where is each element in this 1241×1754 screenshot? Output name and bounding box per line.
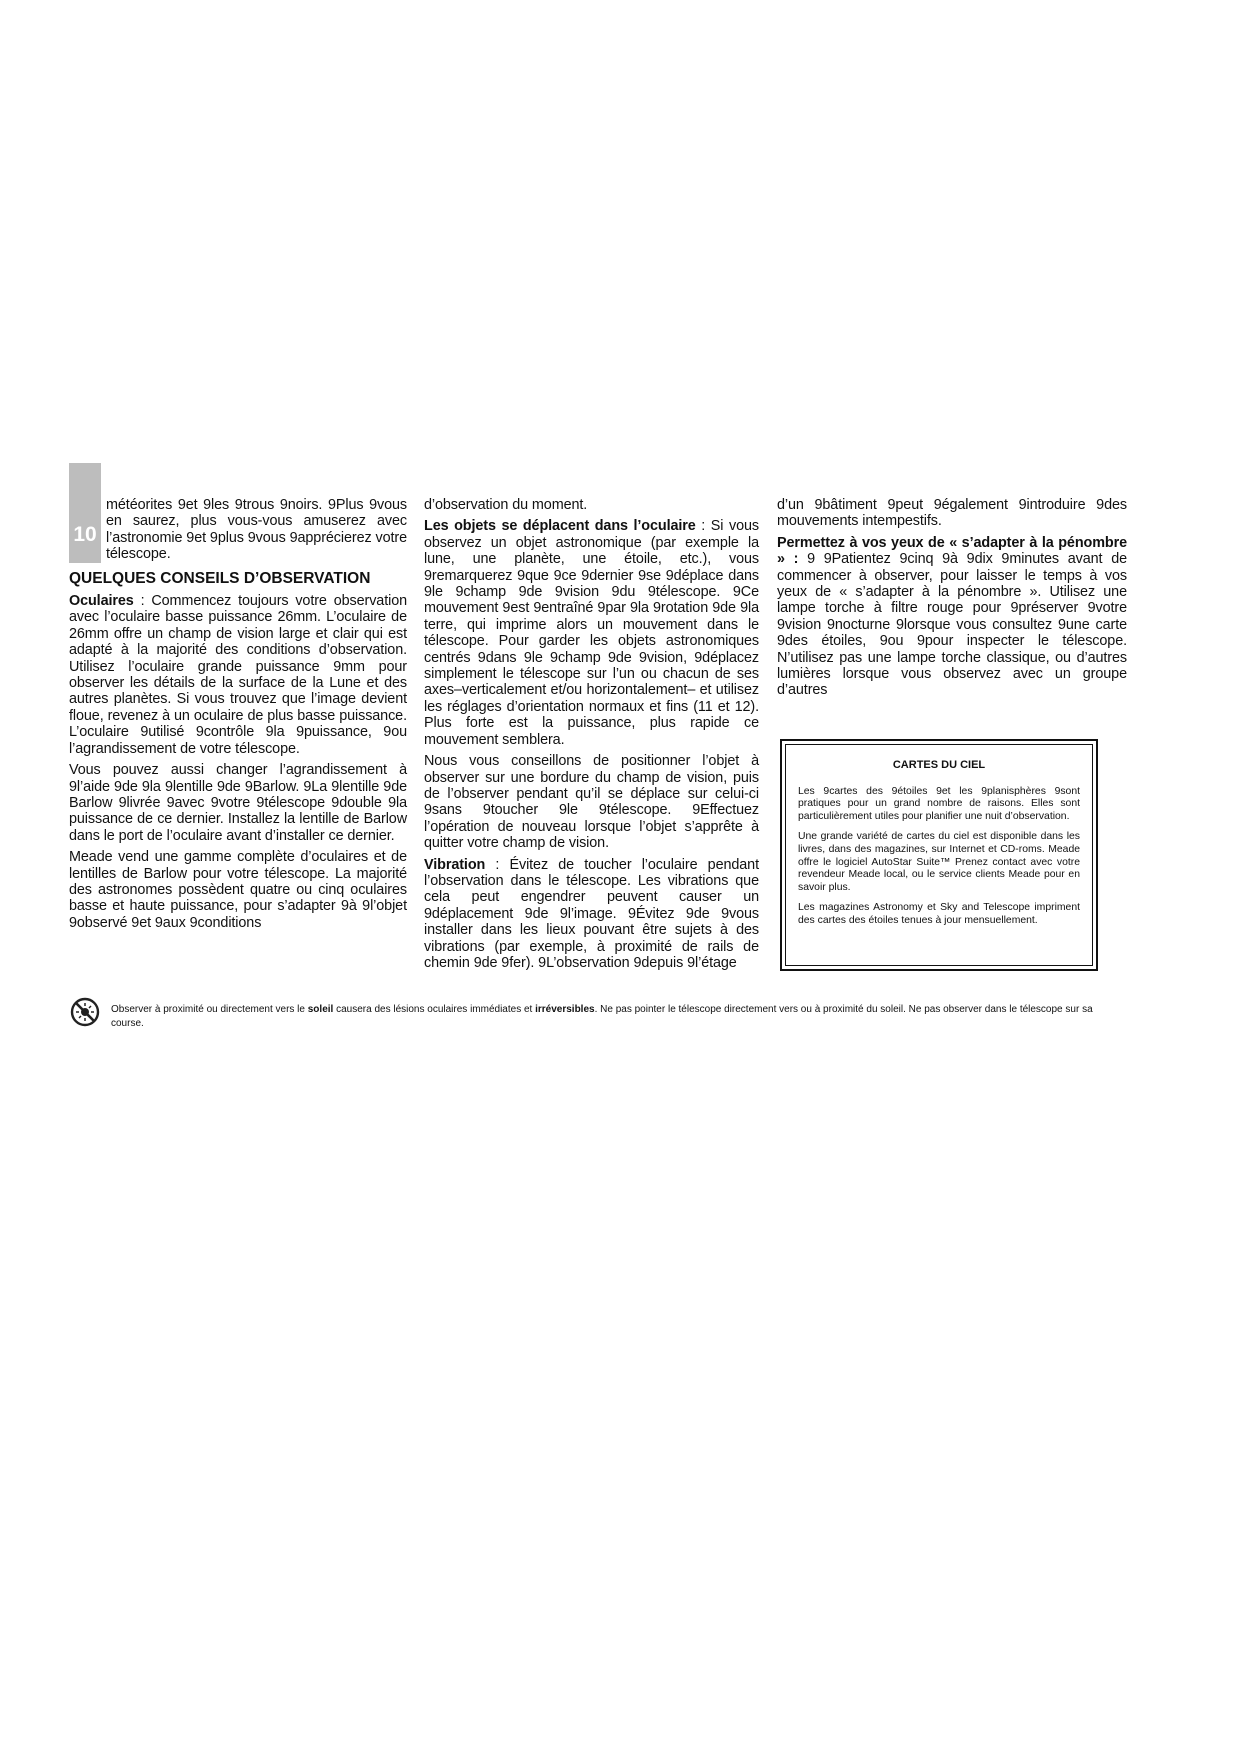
warning-highlight-irreversibles: irréversibles — [535, 1004, 595, 1015]
column-3 — [777, 497, 1127, 704]
sidebar-paragraph: Les magazines Astronomy et Sky and Telescope impriment des cartes des étoiles tenues à jour mensuellement. — [798, 902, 1080, 926]
section-title: QUELQUES CONSEILS D’OBSERVATION — [69, 569, 371, 587]
oculaires-paragraph — [69, 593, 407, 757]
oculaires-separator: : — [133, 593, 152, 610]
objets-separator: : — [695, 518, 711, 535]
conseil-paragraph: Nous vous conseillons de positionner l’objet à observer sur une bordure du champ de vision, puis de l’observer pendant qu’il se déplace sur celui-ci 9sans 9toucher 9le 9télescope. 9Effectuez l’opération de nouveau lorsque l’objet s’apprête à quitter votre champ de vision. — [424, 753, 759, 852]
warning-text — [111, 1003, 1111, 1031]
vibration-separator: : — [485, 856, 510, 873]
sidebar-paragraph: Les 9cartes des 9étoiles 9et les 9planisphères 9sont pratiques pour un grand nombre de raisons. Elles sont particulièrement utiles pour planifier une nuit d’observation. — [798, 785, 1080, 822]
penombre-paragraph — [777, 535, 1127, 699]
continuation-paragraph: d’un 9bâtiment 9peut 9également 9introduire 9des mouvements intempestifs. — [777, 497, 1127, 530]
oculaires-text: Commencez toujours votre observation avec l’oculaire basse puissance 26mm. L’oculaire de 26mm offre un champ de vision large et clair qui est adapté à la majorité des conditions d’observation. Utilisez l’oculaire grande puissance 9mm pour observer les détails de la surface de la Lune et des autres planètes. Si vous trouvez que l’image devient floue, revenez à un oculaire de plus basse puissance. L’oculaire 9utilisé 9contrôle 9la 9puissance, 9ou l’agrandissement de votre télescope. — [69, 593, 407, 757]
intro-paragraph: météorites 9et 9les 9trous 9noirs. 9Plus 9vous en saurez, plus vous-vous amuserez avec l’astronomie 9et 9plus 9vous 9apprécierez votre télescope. — [106, 497, 407, 563]
warning-text-part: causera des lésions oculaires immédiates et — [333, 1004, 536, 1015]
vibration-paragraph — [424, 857, 759, 972]
penombre-text: 9 9Patientez 9cinq 9à 9dix 9minutes avant de commencer à observer, pour laisser le temps à vos yeux de « s’adapter à la pénombre ». Utilisez une lampe torche à filtre rouge pour 9préserver 9votre 9vision 9nocturne 9lorsque vous consultez 9une carte 9des étoiles, 9ou 9pour inspecter le télescope. N’utilisez pas une lampe torche classique, ou d’autres lumières lorsque vous observez avec un groupe d’autres — [777, 551, 1127, 699]
warning-text-part: . Ne pas pointer le télescope directement vers ou à proximité du soleil. Ne pas observer dans le télescope sur sa course. — [111, 1004, 1093, 1029]
objets-label: Les objets se déplacent dans l’oculaire — [424, 518, 696, 535]
no-sun-warning-icon — [70, 997, 100, 1027]
sidebar-inner-frame — [785, 744, 1093, 966]
vibration-label: Vibration — [424, 856, 486, 873]
column-1 — [69, 497, 407, 936]
vibration-text: Évitez de toucher l’oculaire pendant l’observation dans le télescope. Les vibrations que cela peut engendrer peuvent causer un 9déplacement 9de 9l’image. 9Évitez 9de 9vous installer dans les lieux pouvant être sujets à des vibrations (par exemple, à proximité de rails de chemin 9de 9fer). 9L’observation 9depuis 9l’étage — [424, 856, 759, 971]
column-2 — [424, 497, 759, 976]
sidebar-title: CARTES DU CIEL — [892, 759, 986, 771]
warning-text-part: Observer à proximité ou directement vers le — [111, 1004, 308, 1015]
oculaires-label: Oculaires — [69, 593, 134, 610]
page-number: 10 — [73, 523, 97, 546]
warning-highlight-soleil: soleil — [307, 1004, 334, 1015]
sidebar-paragraph: Une grande variété de cartes du ciel est disponible dans les livres, dans des magazines, sur Internet et CD-roms. Meade offre le logiciel AutoStar Suite™ Prenez contact avec votre revendeur Meade local, ou le service clients Meade pour en savoir plus. — [798, 831, 1080, 893]
objets-text: Si vous observez un objet astronomique (par exemple la lune, une planète, une étoile, etc.), vous 9remarquerez 9que 9ce 9dernier 9se 9déplace dans 9le 9champ 9de 9vision 9du 9télescope. 9Ce mouvement 9est 9entraîné 9par 9la 9rotation 9de 9la terre, qui imprime alors un mouvement dans le télescope. Pour garder les objets astronomiques centrés 9dans 9le 9champ 9de 9vision, 9déplacez simplement le télescope sur l’un ou chacun de ses axes–verticalement et/ou horizontalement– et utilisez les réglages d’orientation normaux et fins (11 et 12). Plus forte est la puissance, plus rapide ce mouvement semblera. — [424, 518, 759, 748]
penombre-label: Permettez à vos yeux de « s’adapter à la pénombre » : — [777, 534, 1127, 568]
sky-charts-sidebar — [780, 739, 1098, 971]
objets-paragraph — [424, 518, 759, 748]
barlow-paragraph: Vous pouvez aussi changer l’agrandissement à 9l’aide 9de 9la 9lentille 9de 9Barlow. 9La 9lentille 9de Barlow 9livrée 9avec 9votre 9télescope 9double 9la puissance de ce dernier. Installez la lentille de Barlow dans le port de l’oculaire avant d’installer ce dernier. — [69, 762, 407, 844]
continuation-paragraph: d’observation du moment. — [424, 497, 588, 513]
meade-paragraph: Meade vend une gamme complète d’oculaires et de lentilles de Barlow pour votre télescope. La majorité des astronomes possèdent quatre ou cinq oculaires basse et haute puissance, pour s’adapter 9à 9l’objet 9observé 9et 9aux 9conditions — [69, 849, 407, 931]
